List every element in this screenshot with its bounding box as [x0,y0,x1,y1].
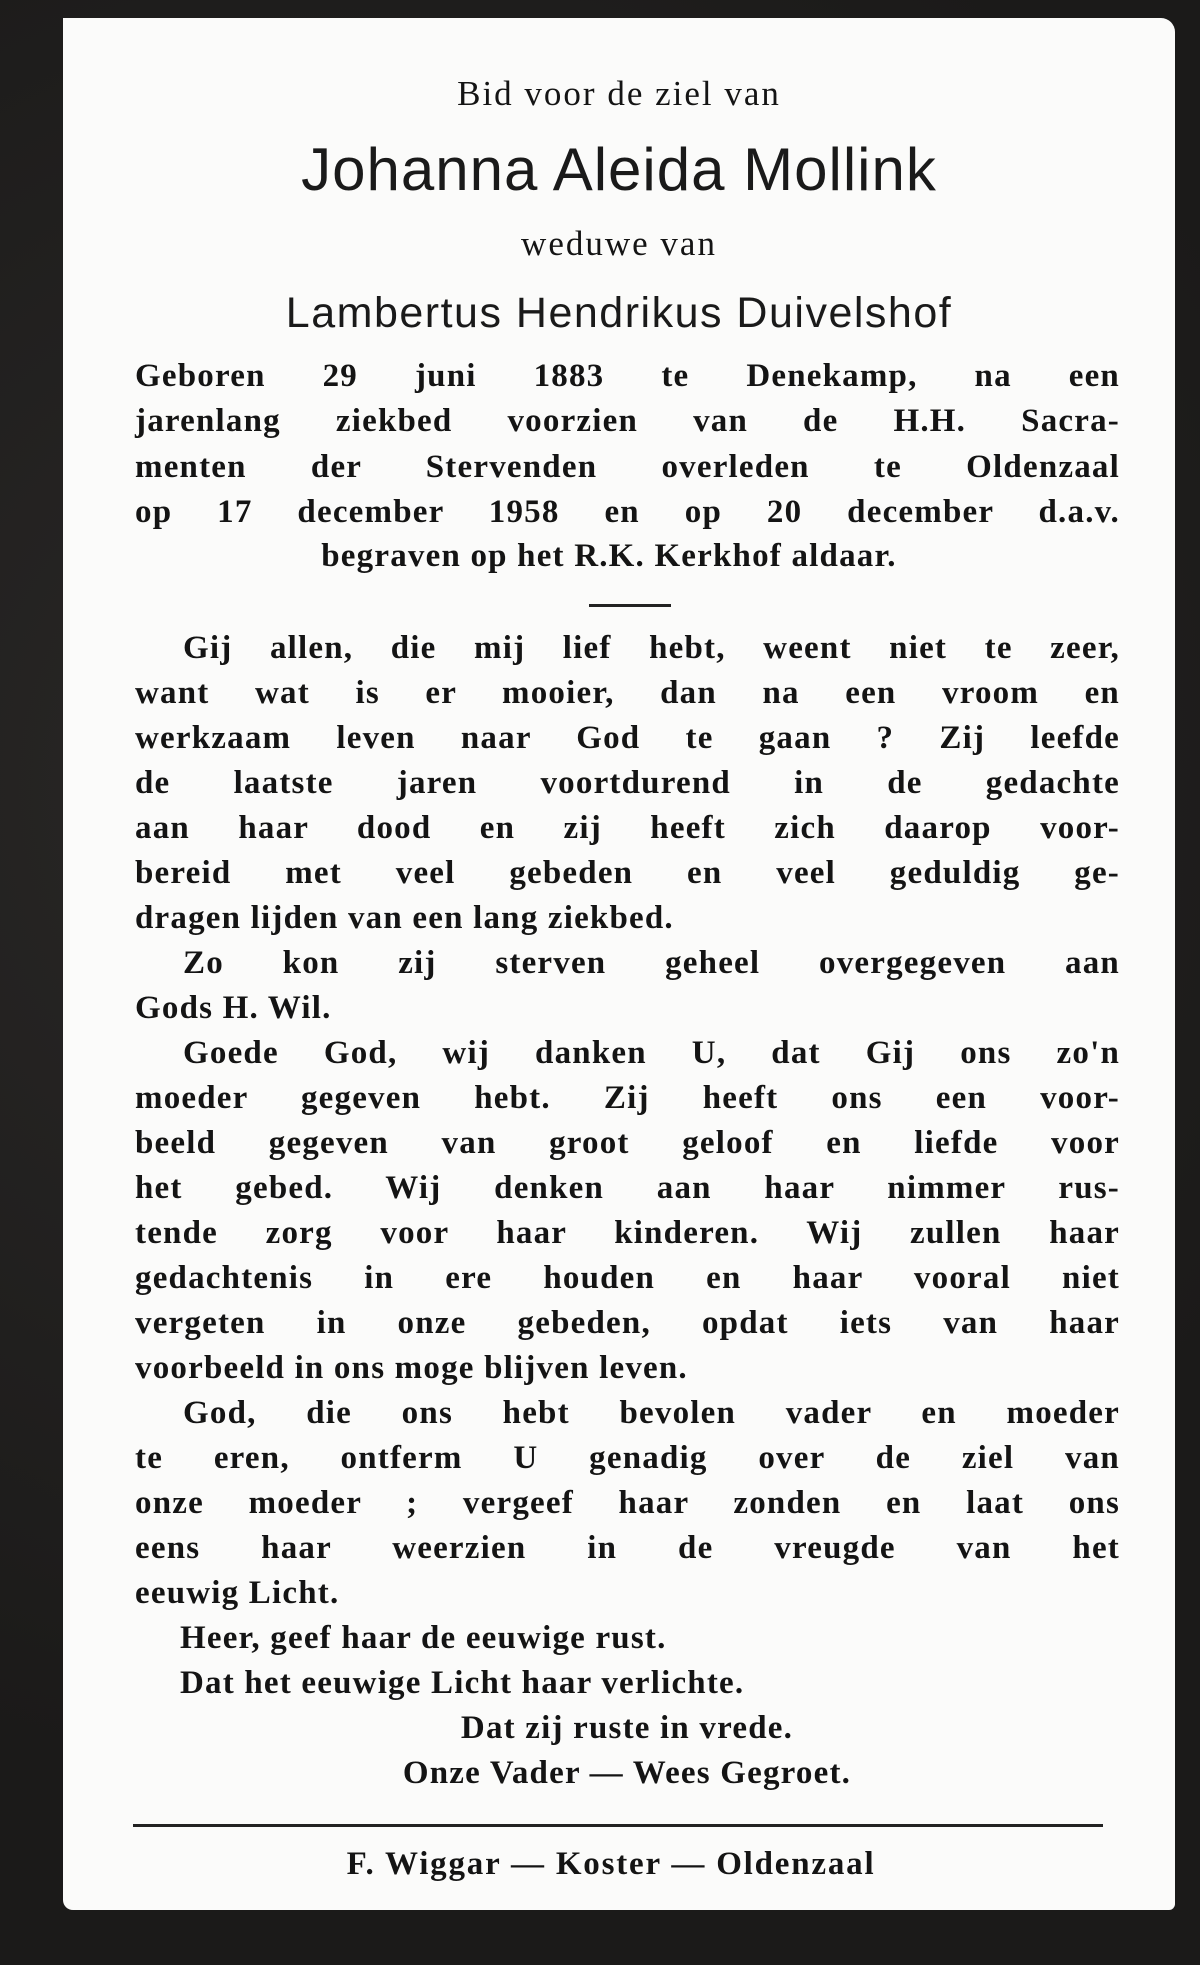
body-line: tende zorg voor haar kinderen. Wij zullen haar [135,1215,1120,1251]
bio-line: op 17 december 1958 en op 20 december d.a.v. [135,494,1120,530]
body-line: beeld gegeven van groot geloof en liefde voor [135,1125,1120,1161]
body-line: want wat is er mooier, dan na een vroom en [135,675,1120,711]
deceased-name: Johanna Aleida Mollink [301,136,937,203]
body-line: Gij allen, die mij lief hebt, weent niet te zeer, [183,630,1120,666]
prayer-line: Onze Vader — Wees Gegroet. [402,1755,852,1791]
body-line: onze moeder ; vergeef haar zonden en laat ons [135,1485,1120,1521]
body-line: te eren, ontferm U genadig over de ziel van [135,1440,1120,1476]
bio-line: jarenlang ziekbed voorzien van de H.H. Sacra- [135,403,1120,439]
relation-line: weduwe van [521,224,717,263]
body-line: God, die ons hebt bevolen vader en moeder [183,1395,1120,1431]
body-line: dragen lijden van een lang ziekbed. [135,900,674,936]
divider-footer [133,1824,1103,1827]
body-line: werkzaam leven naar God te gaan ? Zij leefde [135,720,1120,756]
prayer-line: Dat zij ruste in vrede. [460,1710,794,1746]
printer-footer: F. Wiggar — Koster — Oldenzaal [346,1846,876,1882]
body-line: voorbeeld in ons moge blijven leven. [135,1350,688,1386]
prayer-line: Dat het eeuwige Licht haar verlichte. [180,1665,745,1701]
body-line: gedachtenis in ere houden en haar vooral niet [135,1260,1120,1296]
spouse-name: Lambertus Hendrikus Duivelshof [285,289,953,337]
bio-line: begraven op het R.K. Kerkhof aldaar. [321,538,897,574]
intro-line: Bid voor de ziel van [457,74,781,113]
bio-line: Geboren 29 juni 1883 te Denekamp, na een [135,358,1120,394]
body-line: bereid met veel gebeden en veel geduldig ge- [135,855,1120,891]
body-line: vergeten in onze gebeden, opdat iets van haar [135,1305,1120,1341]
body-line: de laatste jaren voortdurend in de gedachte [135,765,1120,801]
divider-short [589,604,671,607]
body-line: moeder gegeven hebt. Zij heeft ons een voor- [135,1080,1120,1116]
body-line: het gebed. Wij denken aan haar nimmer rus- [135,1170,1120,1206]
body-line: Zo kon zij sterven geheel overgegeven aan [183,945,1120,981]
prayer-line: Heer, geef haar de eeuwige rust. [180,1620,667,1656]
body-line: Goede God, wij danken U, dat Gij ons zo'n [183,1035,1120,1071]
memorial-card [63,18,1175,1910]
body-line: Gods H. Wil. [135,990,332,1026]
bio-line: menten der Stervenden overleden te Oldenzaal [135,449,1120,485]
body-line: eens haar weerzien in de vreugde van het [135,1530,1120,1566]
body-line: eeuwig Licht. [135,1575,340,1611]
body-line: aan haar dood en zij heeft zich daarop voor- [135,810,1120,846]
